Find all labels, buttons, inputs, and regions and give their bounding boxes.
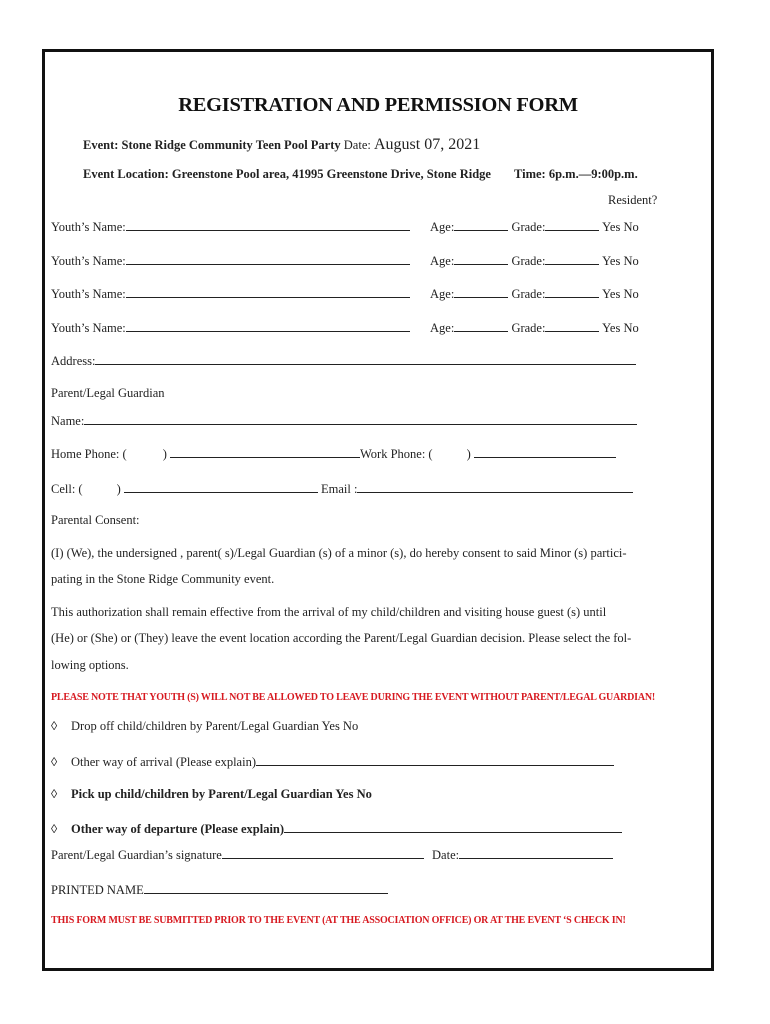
age-field[interactable]	[454, 218, 508, 231]
resident-header: Resident?	[608, 193, 658, 207]
diamond-bullet-icon: ◊	[51, 719, 58, 733]
email-field[interactable]	[357, 480, 633, 493]
grade-field[interactable]	[545, 285, 599, 298]
guardian-name-field[interactable]	[84, 412, 637, 425]
diamond-bullet-icon: ◊	[51, 822, 58, 836]
work-phone-field[interactable]	[474, 445, 616, 458]
printed-name-field[interactable]	[144, 881, 388, 894]
youth-name-field[interactable]	[126, 218, 410, 231]
age-field[interactable]	[454, 285, 508, 298]
youth-name-field[interactable]	[126, 252, 410, 265]
signature-row: Parent/Legal Guardian’s signature Date:	[51, 846, 613, 863]
age-group: Age: Grade: Yes No	[430, 287, 639, 301]
authorization-text: (He) or (She) or (They) leave the event location according the Parent/Legal Guardian decision. Please select the fol-	[51, 631, 632, 645]
youth-row: Youth’s Name:	[51, 252, 410, 269]
youth-name-field[interactable]	[126, 319, 410, 332]
cell-email-row: Cell: ( ) Email :	[51, 480, 633, 497]
authorization-text: lowing options.	[51, 658, 129, 672]
home-phone-field[interactable]	[170, 445, 360, 458]
authorization-text: This authorization shall remain effective from the arrival of my child/children and visiting house guest (s) until	[51, 605, 607, 619]
consent-label: Parental Consent:	[51, 513, 140, 527]
grade-field[interactable]	[545, 319, 599, 332]
submit-note: THIS FORM MUST BE SUBMITTED PRIOR TO THE EVENT (AT THE ASSOCIATION OFFICE) OR AT THE EVENT ‘S CHECK IN!	[51, 915, 626, 926]
guardian-label: Parent/Legal Guardian	[51, 386, 165, 400]
age-group: Age: Grade: Yes No	[430, 254, 639, 268]
option-pickup[interactable]: ◊ Pick up child/children by Parent/Legal Guardian Yes No	[51, 787, 372, 801]
diamond-bullet-icon: ◊	[51, 755, 58, 769]
option-other-departure: ◊ Other way of departure (Please explain)	[51, 820, 622, 837]
youth-name-field[interactable]	[126, 285, 410, 298]
address-row: Address:	[51, 352, 636, 369]
age-group: Age: Grade: Yes No	[430, 220, 639, 234]
date-label: Date:	[343, 138, 371, 152]
guardian-name-row: Name:	[51, 412, 637, 429]
event-date: August 07, 2021	[373, 136, 481, 153]
address-field[interactable]	[95, 352, 636, 365]
option-other-arrival: ◊ Other way of arrival (Please explain)	[51, 753, 614, 770]
event-location: Event Location: Greenstone Pool area, 41995 Greenstone Drive, Stone Ridge	[83, 167, 491, 181]
resident-yes-no[interactable]: Yes No	[602, 321, 639, 335]
age-field[interactable]	[454, 319, 508, 332]
consent-text: (I) (We), the undersigned , parent( s)/Legal Guardian (s) of a minor (s), do hereby consent to said Minor (s) partici-	[51, 546, 627, 560]
grade-field[interactable]	[545, 218, 599, 231]
event-time: Time: 6p.m.—9:00p.m.	[514, 167, 638, 181]
event-line	[83, 137, 480, 153]
option-dropoff[interactable]: ◊ Drop off child/children by Parent/Legal Guardian Yes No	[51, 719, 359, 733]
warning-note: PLEASE NOTE THAT YOUTH (S) WILL NOT BE ALLOWED TO LEAVE DURING THE EVENT WITHOUT PARENT/LEGAL GUARDIAN!	[51, 692, 656, 703]
printed-name-row: PRINTED NAME	[51, 881, 388, 898]
arrival-explain-field[interactable]	[256, 753, 614, 766]
event-name: Event: Stone Ridge Community Teen Pool Party	[83, 138, 341, 152]
signature-field[interactable]	[222, 846, 424, 859]
cell-field[interactable]	[124, 480, 318, 493]
phone-row: Home Phone: ( ) Work Phone: ( )	[51, 445, 616, 462]
form-page	[42, 49, 714, 971]
departure-explain-field[interactable]	[284, 820, 622, 833]
grade-field[interactable]	[545, 252, 599, 265]
resident-yes-no[interactable]: Yes No	[602, 287, 639, 301]
form-title: REGISTRATION AND PERMISSION FORM	[178, 94, 578, 116]
diamond-bullet-icon: ◊	[51, 787, 58, 801]
consent-text: pating in the Stone Ridge Community event.	[51, 572, 275, 586]
resident-yes-no[interactable]: Yes No	[602, 254, 639, 268]
youth-row: Youth’s Name:	[51, 218, 410, 235]
age-group: Age: Grade: Yes No	[430, 321, 639, 335]
age-field[interactable]	[454, 252, 508, 265]
youth-row: Youth’s Name:	[51, 285, 410, 302]
signature-date-field[interactable]	[459, 846, 613, 859]
youth-row: Youth’s Name:	[51, 319, 410, 336]
resident-yes-no[interactable]: Yes No	[602, 220, 639, 234]
